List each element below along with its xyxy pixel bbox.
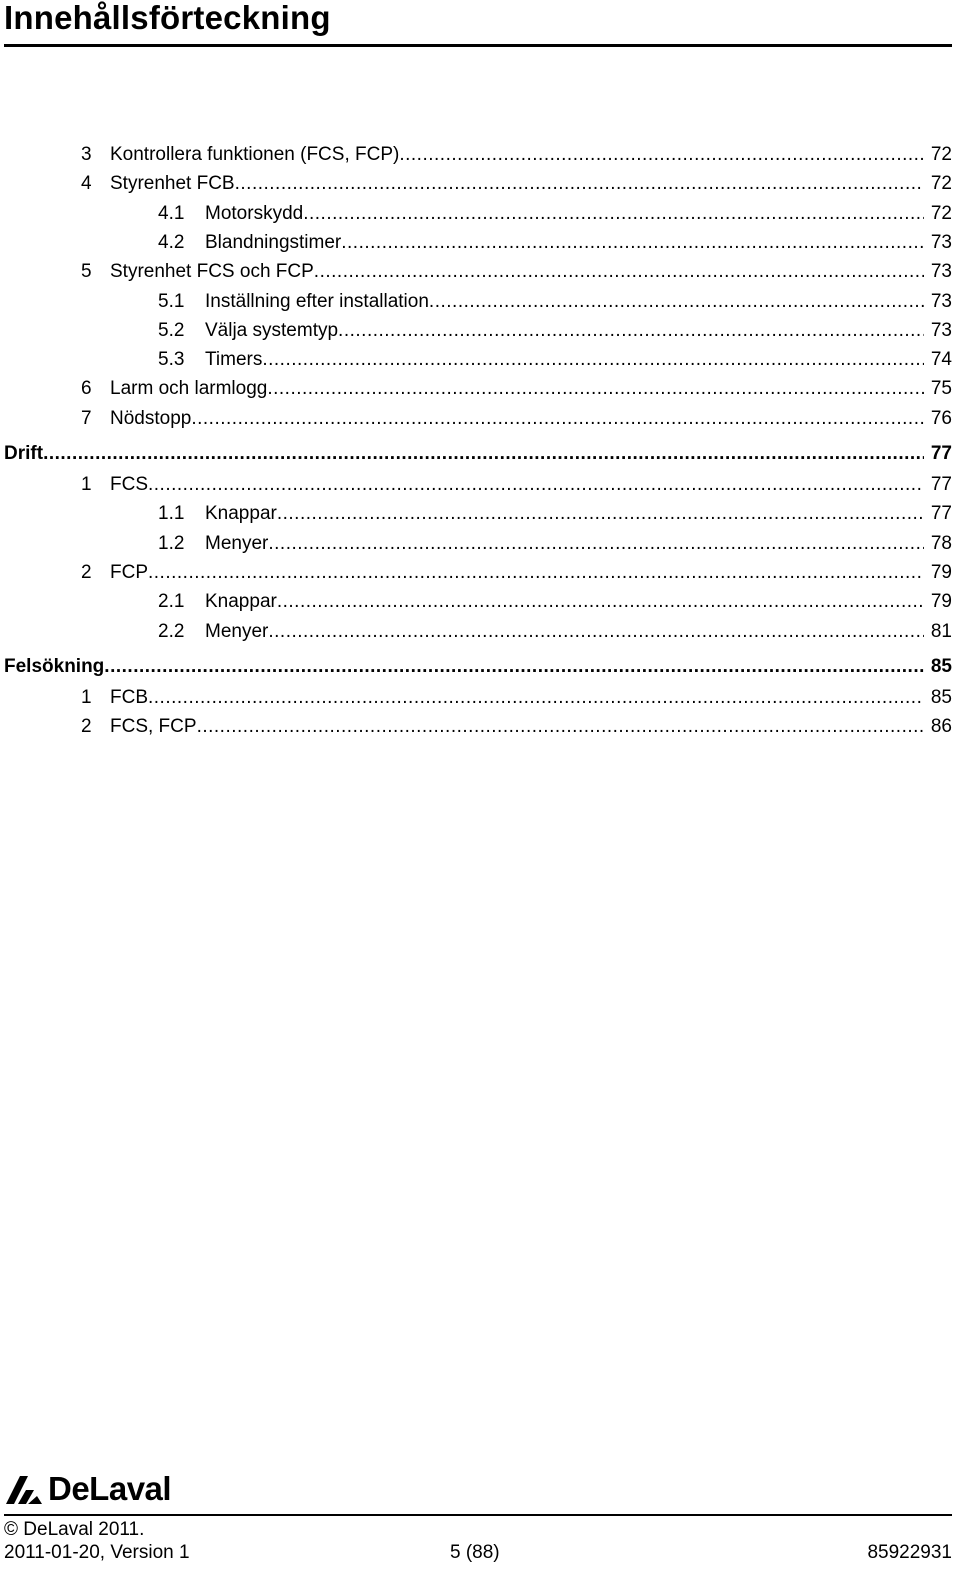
toc-entry-title: FCP <box>110 561 148 583</box>
toc-entry[interactable] <box>0 686 960 710</box>
toc-page-number: 79 <box>930 591 952 613</box>
toc-dot-leader <box>235 172 924 196</box>
toc-entry[interactable] <box>0 590 960 614</box>
toc-entry-title: FCS, FCP <box>110 716 197 738</box>
toc-entry-title: Knappar <box>205 591 277 613</box>
toc-dot-leader <box>303 202 924 226</box>
footer-page-number: 5 (88) <box>450 1542 500 1563</box>
toc-page-number: 77 <box>930 443 952 464</box>
toc-dot-leader <box>262 348 924 372</box>
toc-entry-number: 1.2 <box>158 532 185 554</box>
toc-entry-title: Motorskydd <box>205 202 304 224</box>
toc-dot-leader <box>277 502 924 526</box>
toc-entry-number: 6 <box>81 378 92 400</box>
toc-page-number: 73 <box>930 261 952 283</box>
toc-entry[interactable] <box>0 715 960 739</box>
toc-entry-number: 2.1 <box>158 591 185 613</box>
footer-divider <box>4 1514 952 1516</box>
toc-dot-leader <box>197 715 924 739</box>
toc-entry-number: 2 <box>81 561 92 583</box>
delaval-logo <box>4 1469 171 1509</box>
toc-entry-title: Välja systemtyp <box>205 319 339 341</box>
toc-entry-title: Inställning efter installation <box>205 290 429 312</box>
toc-dot-leader <box>429 290 924 314</box>
toc-page-number: 76 <box>930 407 952 429</box>
toc-page-number: 73 <box>930 290 952 312</box>
toc-entry-title: FCS <box>110 474 148 495</box>
toc-entry[interactable] <box>0 202 960 226</box>
toc-page-number: 75 <box>930 378 952 400</box>
toc-entry-title: FCB <box>110 686 148 708</box>
toc-page-number: 73 <box>930 231 952 253</box>
toc-entry-number: 4.1 <box>158 202 185 224</box>
toc-entry-title: Nödstopp <box>110 407 192 429</box>
toc-entry-title: Drift <box>4 443 44 464</box>
toc-entry[interactable] <box>0 620 960 644</box>
toc-page-number: 86 <box>930 716 952 738</box>
toc-entry[interactable] <box>0 473 960 497</box>
toc-entry-number: 2.2 <box>158 620 185 642</box>
toc-entry[interactable] <box>0 231 960 255</box>
toc-entry[interactable] <box>0 172 960 196</box>
toc-page-number: 79 <box>930 561 952 583</box>
toc-entry-title: Blandningstimer <box>205 231 342 253</box>
toc-entry-number: 1.1 <box>158 503 185 525</box>
toc-dot-leader <box>148 561 924 585</box>
toc-entry-number: 4 <box>81 173 92 195</box>
toc-page-number: 72 <box>930 173 952 195</box>
toc-chapter[interactable] <box>0 655 960 679</box>
toc-dot-leader <box>277 590 924 614</box>
toc-page-number: 77 <box>930 474 952 495</box>
toc-entry-title: Styrenhet FCB <box>110 173 235 195</box>
toc-page-number: 73 <box>930 319 952 341</box>
toc-entry-title: Styrenhet FCS och FCP <box>110 261 314 283</box>
toc-entry[interactable] <box>0 532 960 556</box>
toc-dot-leader <box>314 260 924 284</box>
toc-page-number: 72 <box>930 202 952 224</box>
toc-entry-title: Menyer <box>205 620 269 642</box>
toc-entry-title: Menyer <box>205 532 269 554</box>
toc-page-number: 81 <box>930 620 952 642</box>
toc-entry-number: 5.2 <box>158 319 185 341</box>
toc-chapter[interactable] <box>0 442 960 466</box>
toc-entry-number: 1 <box>81 474 92 495</box>
title-divider <box>4 44 952 47</box>
toc-entry-title: Kontrollera funktionen (FCS, FCP) <box>110 144 400 165</box>
footer-copyright: © DeLaval 2011. <box>4 1519 145 1540</box>
toc-dot-leader <box>148 473 924 497</box>
toc-entry[interactable] <box>0 260 960 284</box>
toc-entry-number: 5 <box>81 261 92 283</box>
toc-dot-leader <box>43 442 924 466</box>
logo-text: DeLaval <box>48 1470 172 1507</box>
toc-entry[interactable] <box>0 290 960 314</box>
toc-dot-leader <box>267 377 924 401</box>
delaval-logo-icon <box>4 1472 44 1506</box>
toc-page-number: 72 <box>930 144 952 165</box>
toc-entry-number: 7 <box>81 407 92 429</box>
page-title: Innehållsförteckning <box>4 0 331 36</box>
toc-page-number: 85 <box>930 655 952 677</box>
toc-dot-leader <box>191 407 924 431</box>
toc-entry[interactable] <box>0 348 960 372</box>
toc-page-number: 78 <box>930 532 952 554</box>
toc-dot-leader <box>338 319 924 343</box>
toc-page-number: 77 <box>930 503 952 525</box>
toc-entry-title: Felsökning <box>4 655 105 677</box>
toc-entry[interactable] <box>0 502 960 526</box>
toc-page-number: 85 <box>930 686 952 708</box>
footer-date-version: 2011-01-20, Version 1 <box>4 1542 190 1563</box>
footer-document-number: 85922931 <box>867 1542 952 1563</box>
toc-entry[interactable] <box>0 561 960 585</box>
toc-entry-number: 5.3 <box>158 349 185 371</box>
toc-entry[interactable] <box>0 407 960 431</box>
toc-dot-leader <box>341 231 924 255</box>
toc-entry-number: 2 <box>81 716 92 738</box>
toc-dot-leader <box>148 686 924 710</box>
toc-page-number: 74 <box>930 349 952 371</box>
toc-entry-title: Timers <box>205 349 263 371</box>
toc-dot-leader <box>399 143 924 167</box>
toc-entry[interactable] <box>0 319 960 343</box>
toc-entry[interactable] <box>0 143 960 167</box>
toc-entry-number: 5.1 <box>158 290 185 312</box>
toc-entry-number: 4.2 <box>158 231 185 253</box>
toc-dot-leader <box>268 532 924 556</box>
toc-dot-leader <box>104 655 924 679</box>
toc-entry-number: 3 <box>81 144 92 165</box>
toc-dot-leader <box>268 620 924 644</box>
toc-entry[interactable] <box>0 377 960 401</box>
toc-entry-title: Larm och larmlogg <box>110 378 268 400</box>
toc-entry-number: 1 <box>81 686 92 708</box>
toc-entry-title: Knappar <box>205 503 277 525</box>
